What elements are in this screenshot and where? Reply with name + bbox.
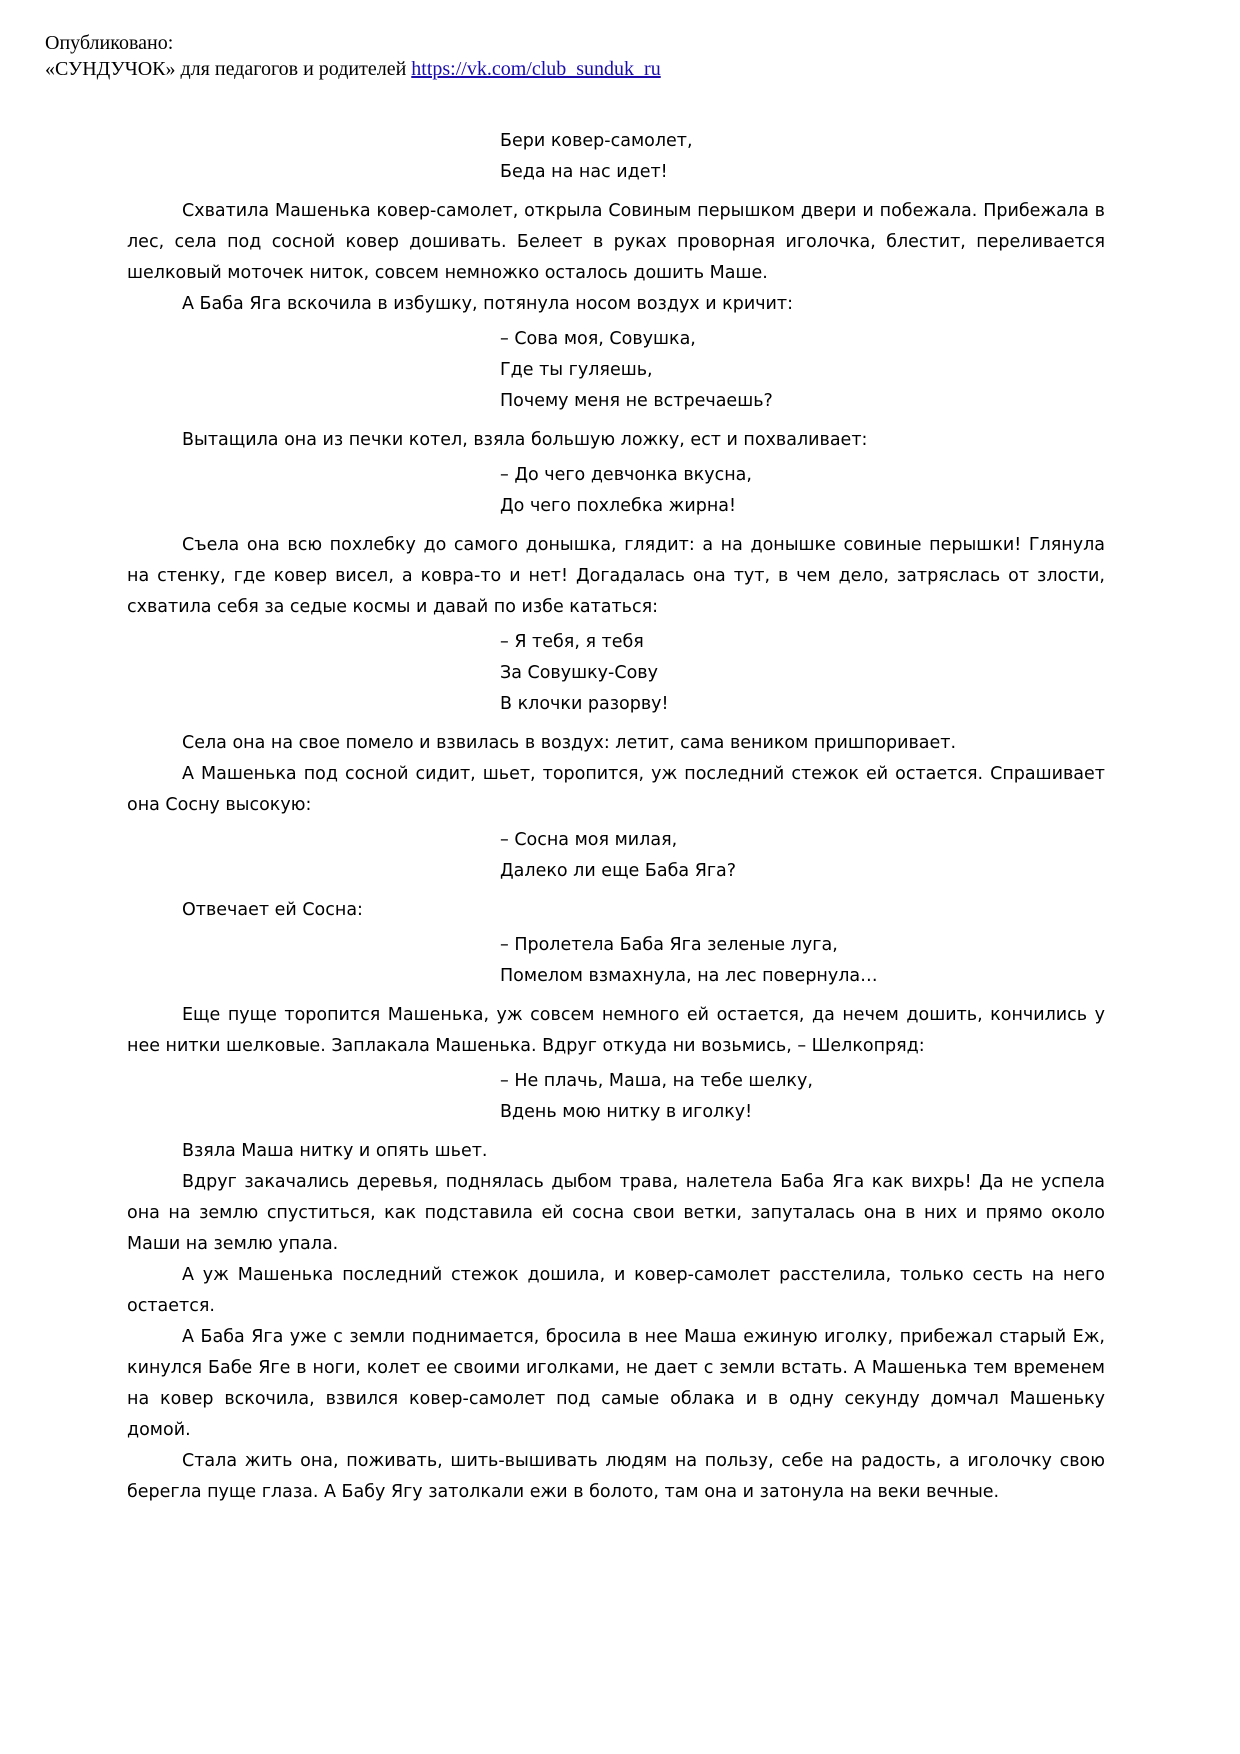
verse-line: Далеко ли еще Баба Яга? xyxy=(500,861,737,881)
paragraph: Отвечает ей Сосна: xyxy=(182,900,363,920)
verse-line: За Совушку-Сову xyxy=(500,663,658,683)
verse-block xyxy=(127,126,1105,188)
verse-line: – Сосна моя милая, xyxy=(500,830,678,850)
published-label: Опубликовано: xyxy=(45,32,174,54)
verse-line: – Не плачь, Маша, на тебе шелку, xyxy=(500,1071,813,1091)
verse-block xyxy=(127,825,1105,887)
paragraph: Схватила Машенька ковер-самолет, открыла Совиным перышком двери и побежала. Прибежала в лес, села под сосной ковер дошивать. Белеет в руках проворная иголочка, блестит, переливается шелковый моточек ниток, совсем немножко осталось дошить Маше. xyxy=(127,201,1105,283)
verse-block xyxy=(127,1066,1105,1128)
verse-block xyxy=(127,930,1105,992)
paragraph: Съела она всю похлебку до самого донышка, глядит: а на донышке совиные перышки! Глянула на стенку, где ковер висел, а ковра-то и нет! Догадалась она тут, в чем дело, затряслась от злости, схватила себя за седые космы и давай по избе кататься: xyxy=(127,535,1105,617)
paragraph: Села она на свое помело и взвилась в воздух: летит, сама веником пришпоривает. xyxy=(182,733,957,753)
source-text: «СУНДУЧОК» для педагогов и родителей xyxy=(45,58,407,80)
verse-line: Бери ковер-самолет, xyxy=(500,131,693,151)
verse-line: – Сова моя, Совушка, xyxy=(500,329,696,349)
verse-block xyxy=(127,460,1105,522)
paragraph: Стала жить она, поживать, шить-вышивать людям на пользу, себе на радость, а иголочку свою берегла пуще глаза. А Бабу Ягу затолкали ежи в болото, там она и затонула на веки вечные. xyxy=(127,1451,1105,1502)
verse-block xyxy=(127,627,1105,720)
story-body xyxy=(127,126,1105,1508)
paragraph: Вдруг закачались деревья, поднялась дыбом трава, налетела Баба Яга как вихрь! Да не успела она на землю спуститься, как подставила ей сосна свои ветки, запуталась она в них и прямо около Маши на землю упала. xyxy=(127,1172,1105,1254)
verse-line: – Пролетела Баба Яга зеленые луга, xyxy=(500,935,838,955)
verse-line: Вдень мою нитку в иголку! xyxy=(500,1102,753,1122)
paragraph: А Баба Яга уже с земли поднимается, бросила в нее Маша ежиную иголку, прибежал старый Еж, кинулся Бабе Яге в ноги, колет ее своими иголками, не дает с земли встать. А Машенька тем временем на ковер вскочила, взвился ковер-самолет под самые облака и в одну секунду домчал Машеньку домой. xyxy=(127,1327,1105,1440)
verse-line: Где ты гуляешь, xyxy=(500,360,653,380)
verse-line: До чего похлебка жирна! xyxy=(500,496,737,516)
vk-club-link[interactable]: https://vk.com/club_sunduk_ru xyxy=(411,58,661,80)
paragraph: Вытащила она из печки котел, взяла большую ложку, ест и похваливает: xyxy=(182,430,868,450)
verse-line: – До чего девчонка вкусна, xyxy=(500,465,752,485)
paragraph: Еще пуще торопится Машенька, уж совсем немного ей остается, да нечем дошить, кончились у нее нитки шелковые. Заплакала Машенька. Вдруг откуда ни возьмись, – Шелкопряд: xyxy=(127,1005,1105,1056)
publication-header xyxy=(45,30,661,82)
verse-line: Помелом взмахнула, на лес повернула… xyxy=(500,966,878,986)
paragraph: Взяла Маша нитку и опять шьет. xyxy=(182,1141,488,1161)
source-line xyxy=(45,56,661,82)
paragraph: А Машенька под сосной сидит, шьет, торопится, уж последний стежок ей остается. Спрашивает она Сосну высокую: xyxy=(127,764,1105,815)
verse-line: В клочки разорву! xyxy=(500,694,669,714)
verse-line: – Я тебя, я тебя xyxy=(500,632,644,652)
verse-line: Почему меня не встречаешь? xyxy=(500,391,773,411)
verse-line: Беда на нас идет! xyxy=(500,162,668,182)
paragraph: А уж Машенька последний стежок дошила, и ковер-самолет расстелила, только сесть на него остается. xyxy=(127,1265,1105,1316)
paragraph: А Баба Яга вскочила в избушку, потянула носом воздух и кричит: xyxy=(182,294,794,314)
verse-block xyxy=(127,324,1105,417)
